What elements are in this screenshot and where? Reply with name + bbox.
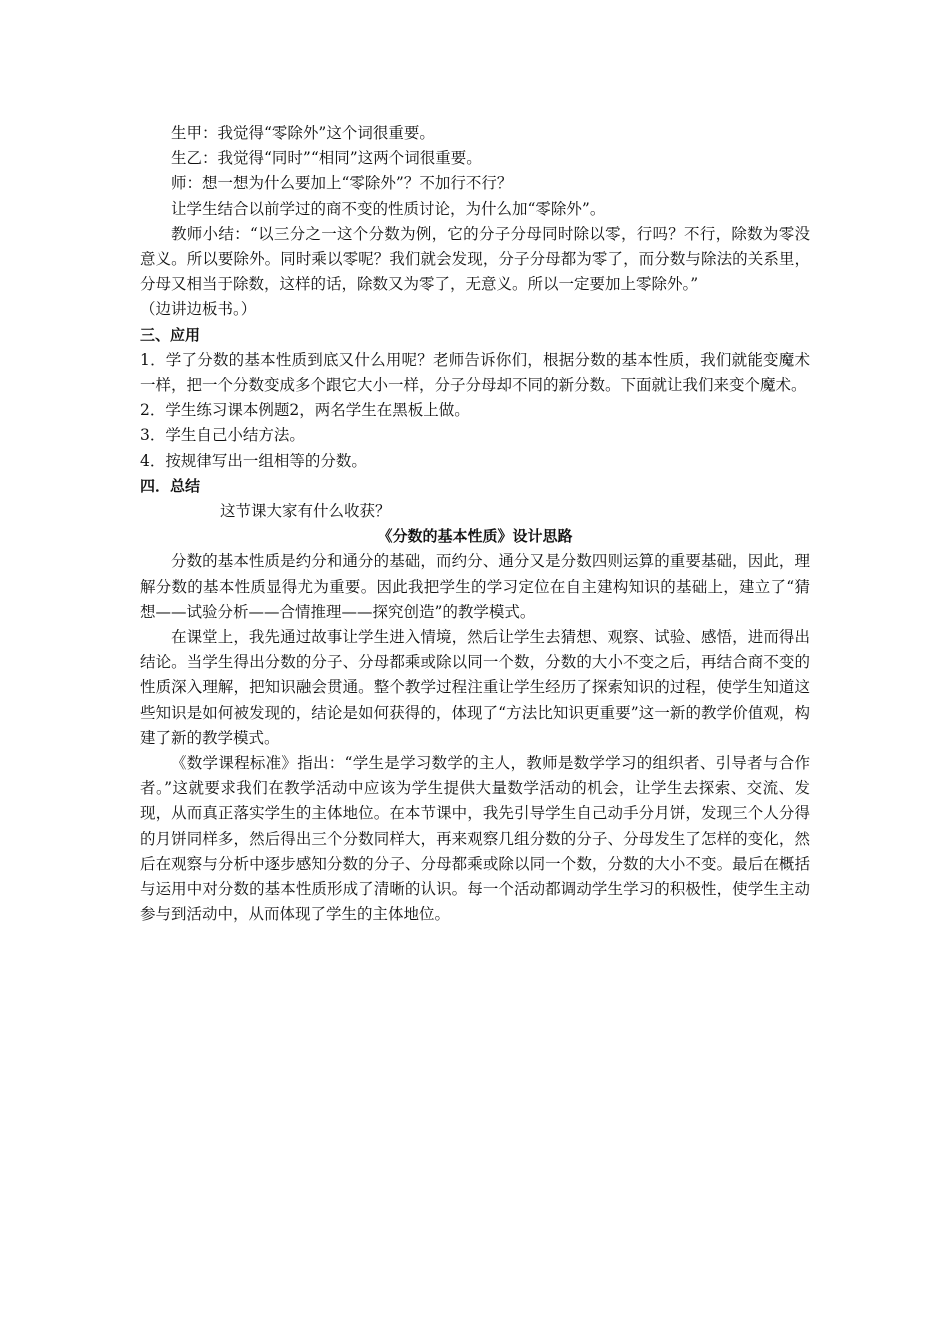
application-item-4: 4．按规律写出一组相等的分数。 — [140, 451, 367, 470]
dialogue-student-b: 生乙：我觉得“同时”“相同”这两个词很重要。 — [171, 149, 482, 168]
application-item-2: 2．学生练习课本例题2，两名学生在黑板上做。 — [140, 401, 470, 420]
design-paragraph-1: 分数的基本性质是约分和通分的基础，而约分、通分又是分数四则运算的重要基础，因此，理解分数的基本性质显得尤为重要。因此我把学生的学习定位在自主建构知识的基础上，建立了“猜想——试验分析——合情推理——探究创造”的教学模式。 — [140, 552, 810, 621]
design-paragraph-3: 《数学课程标准》指出：“学生是学习数学的主人，教师是数学学习的组织者、引导者与合作者。”这就要求我们在教学活动中应该为学生提供大量数学活动的机会，让学生去探索、交流、发现，从而真正落实学生的主体地位。在本节课中，我先引导学生自己动手分月饼，发现三个人分得的月饼同样多，然后得出三个分数同样大，再来观察几组分数的分子、分母发生了怎样的变化，然后在观察与分析中逐步感知分数的分子、分母都乘或除以同一个数，分数的大小不变。最后在概括与运用中对分数的基本性质形成了清晰的认识。每一个活动都调动学生学习的积极性，使学生主动参与到活动中，从而体现了学生的主体地位。 — [140, 754, 810, 924]
dialogue-discussion: 让学生结合以前学过的商不变的性质讨论，为什么加“零除外”。 — [171, 199, 606, 218]
application-item-1: 1．学了分数的基本性质到底又什么用呢？老师告诉你们，根据分数的基本性质，我们就能变魔术一样，把一个分数变成多个跟它大小一样，分子分母却不同的新分数。下面就让我们来变个魔术。 — [140, 350, 810, 395]
document-page — [140, 121, 810, 928]
design-paragraph-2: 在课堂上，我先通过故事让学生进入情境，然后让学生去猜想、观察、试验、感悟，进而得出结论。当学生得出分数的分子、分母都乘或除以同一个数，分数的大小不变之后，再结合商不变的性质深入理解，把知识融会贯通。整个教学过程注重让学生经历了探索知识的过程，使学生知道这些知识是如何被发现的，结论是如何获得的，体现了“方法比知识更重要”这一新的教学价值观，构建了新的教学模式。 — [140, 628, 810, 747]
board-note: （边讲边板书。） — [140, 300, 257, 319]
application-item-3: 3．学生自己小结方法。 — [140, 426, 305, 445]
section-heading-application: 三、应用 — [140, 325, 201, 344]
dialogue-student-a: 生甲：我觉得“零除外”这个词很重要。 — [171, 124, 435, 142]
section-heading-summary: 四．总结 — [140, 476, 201, 495]
dialogue-teacher: 师：想一想为什么要加上“零除外”？不加行不行？ — [171, 174, 513, 193]
design-title: 《分数的基本性质》设计思路 — [377, 527, 573, 546]
teacher-summary: 教师小结：“以三分之一这个分数为例，它的分子分母同时除以零，行吗？不行，除数为零没意义。所以要除外。同时乘以零呢？我们就会发现，分子分母都为零了，而分数与除法的关系里，分母又相当于除数，这样的话，除数又为零了，无意义。所以一定要加上零除外。” — [140, 224, 810, 294]
summary-question: 这节课大家有什么收获？ — [220, 502, 391, 521]
